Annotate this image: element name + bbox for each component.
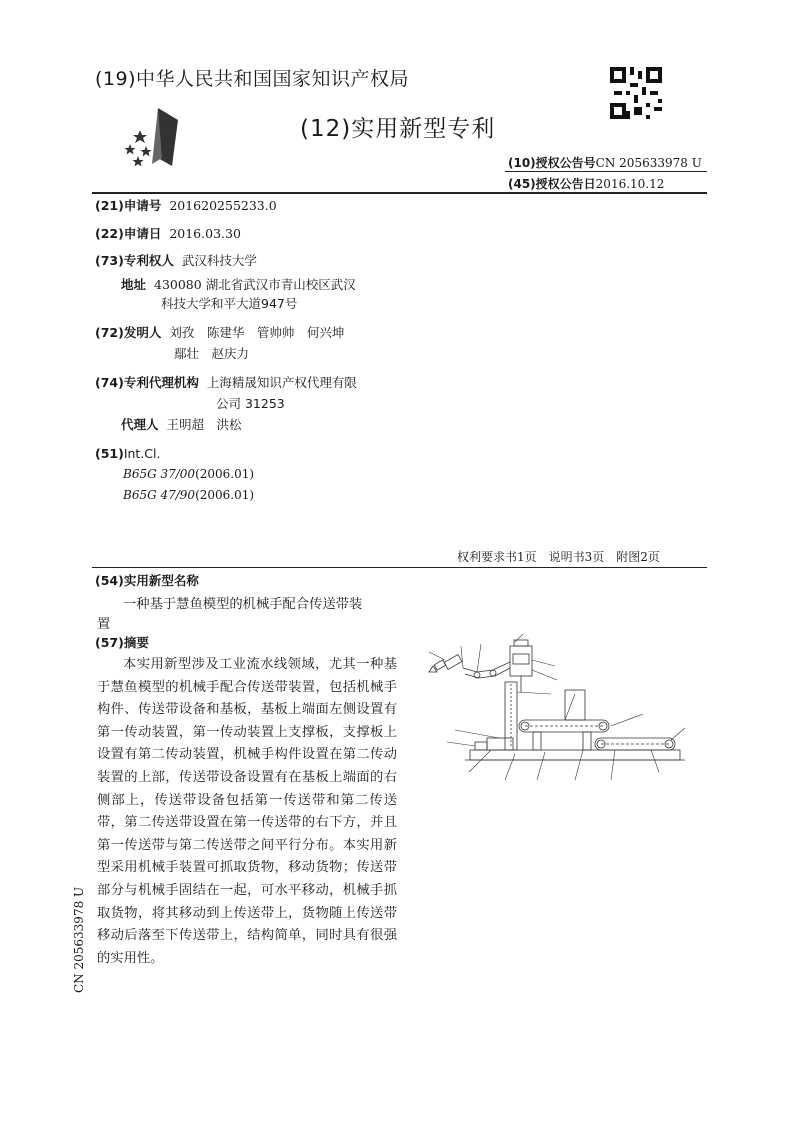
field-code: (73): [95, 253, 124, 268]
model-name-heading: [95, 572, 199, 590]
ipc-code: B65G 47/90: [123, 488, 196, 502]
ipc-version: (2006.01): [195, 488, 255, 502]
publication-number-label: (10)授权公告号: [508, 156, 596, 170]
field-code: (74): [95, 375, 124, 390]
document-type: (12)实用新型专利: [300, 116, 496, 142]
field-value: 2016.03.30: [169, 226, 241, 241]
abstract-text: 本实用新型涉及工业流水线领域，尤其一种基于慧鱼模型的机械手配合传送带装置，包括机械手构件、传送带设备和基板，基板上端面左侧设置有第一传动装置，第一传动装置上支撑板，支撑板上设置有第二传动装置，机械手构件设置在第二传动装置的上部，传送带设备设置有在基板上端面的右侧部上，传送带设备包括第一传送带和第二传送带，第二传送带设置在第一传送带的右下方，并且第一传送带与第二传送带之间平行分布。本实用新型采用机械手装置可抓取货物，移动货物；传送带部分与机械手固结在一起，可水平移动，机械手抓取货物，将其移动到上传送带上，货物随上传送带移动后落至下传送带上，结构简单，同时具有很强的实用性。: [97, 657, 397, 966]
technical-drawing: [415, 632, 700, 787]
agent: [121, 416, 242, 434]
application-date: [95, 225, 241, 243]
abstract-heading: [95, 634, 149, 652]
field-value: 刘孜 陈建华 管帅帅 何兴坤: [169, 325, 345, 340]
ipc-code: B65G 37/00: [123, 467, 196, 481]
pages-info: 权利要求书1页 说明书3页 附图2页: [457, 550, 660, 564]
publication-date: [508, 175, 664, 192]
field-code: (21): [95, 198, 124, 213]
ipc-class: [123, 488, 254, 502]
address: [121, 276, 356, 294]
field-value: 王明超 洪松: [166, 417, 242, 432]
field-code: (54): [95, 573, 124, 588]
header-divider: [92, 192, 707, 194]
agency-line2: 公司 31253: [216, 396, 285, 411]
office-name: (19)中华人民共和国国家知识产权局: [95, 68, 410, 90]
field-code: (72): [95, 325, 124, 340]
agency: [95, 374, 357, 392]
publication-date-value: 2016.10.12: [595, 177, 665, 191]
application-number: [95, 197, 277, 215]
field-label: 代理人: [121, 417, 159, 432]
field-label: 实用新型名称: [123, 573, 199, 588]
model-name-line2: 置: [97, 617, 111, 632]
patentee: [95, 252, 257, 270]
field-value: 上海精晟知识产权代理有限: [206, 375, 357, 390]
field-label: 申请日: [123, 226, 162, 241]
inventors: [95, 324, 344, 342]
model-name: 一种基于慧鱼模型的机械手配合传送带装: [123, 597, 363, 612]
publication-date-label: (45)授权公告日: [508, 177, 596, 191]
field-label: 地址: [121, 277, 147, 292]
field-value: 武汉科技大学: [181, 253, 257, 268]
field-label: 专利权人: [123, 253, 174, 268]
section-divider: [92, 567, 707, 568]
int-cl: [95, 445, 161, 463]
field-label: Int.Cl.: [123, 446, 161, 461]
field-label: 发明人: [123, 325, 162, 340]
qr-code: [610, 67, 662, 119]
field-code: (51): [95, 446, 124, 461]
publication-number: [508, 154, 702, 171]
field-label: 申请号: [123, 198, 162, 213]
divider: [505, 171, 707, 172]
field-label: 摘要: [123, 635, 149, 650]
cnipa-logo: [118, 104, 198, 172]
inventors-line2: 鄢壮 赵庆力: [174, 346, 250, 361]
field-value: 201620255233.0: [169, 198, 277, 213]
ipc-class: [123, 467, 254, 481]
field-code: (22): [95, 226, 124, 241]
side-publication-number: CN 205633978 U: [72, 886, 86, 993]
field-label: 专利代理机构: [123, 375, 199, 390]
ipc-version: (2006.01): [195, 467, 255, 481]
field-code: (57): [95, 635, 124, 650]
field-value: 430080 湖北省武汉市青山校区武汉: [154, 277, 356, 292]
address-line2: 科技大学和平大道947号: [161, 296, 298, 311]
publication-number-value: CN 205633978 U: [595, 156, 702, 170]
